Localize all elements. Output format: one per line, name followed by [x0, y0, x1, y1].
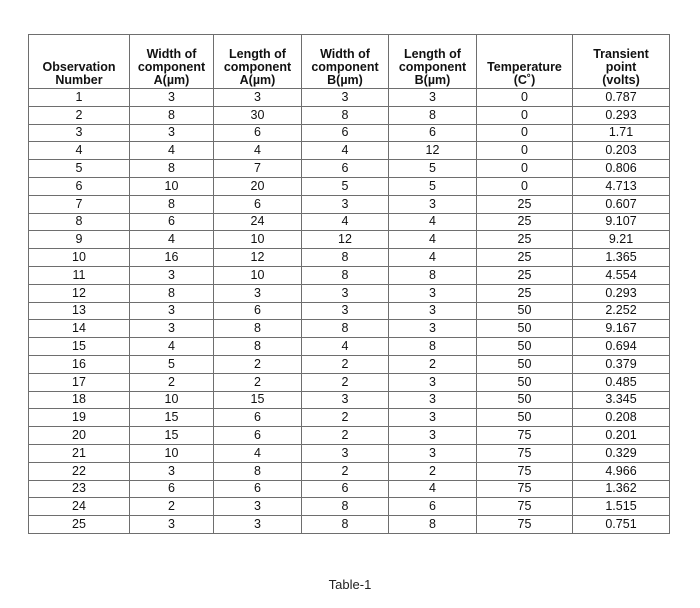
- cell-observation-number: 13: [29, 302, 130, 320]
- cell-length-b: 5: [389, 160, 477, 178]
- table-row: [29, 355, 670, 373]
- table-row: [29, 409, 670, 427]
- cell-width-b: 3: [302, 391, 389, 409]
- cell-length-a: 6: [214, 480, 302, 498]
- cell-width-a: 6: [130, 480, 214, 498]
- cell-length-a: 4: [214, 444, 302, 462]
- cell-length-b: 2: [389, 355, 477, 373]
- cell-length-a: 3: [214, 498, 302, 516]
- cell-width-a: 10: [130, 444, 214, 462]
- cell-observation-number: 10: [29, 249, 130, 267]
- cell-observation-number: 19: [29, 409, 130, 427]
- cell-width-a: 2: [130, 498, 214, 516]
- header-line: B(µm): [414, 73, 451, 87]
- header-line: Length of: [404, 47, 461, 61]
- cell-transient-point: 4.554: [573, 266, 670, 284]
- cell-width-b: 6: [302, 124, 389, 142]
- cell-temperature: 25: [477, 284, 573, 302]
- cell-width-b: 8: [302, 320, 389, 338]
- cell-width-a: 4: [130, 338, 214, 356]
- cell-width-a: 3: [130, 320, 214, 338]
- cell-observation-number: 7: [29, 195, 130, 213]
- cell-width-a: 3: [130, 516, 214, 534]
- cell-transient-point: 2.252: [573, 302, 670, 320]
- cell-transient-point: 0.806: [573, 160, 670, 178]
- cell-length-a: 8: [214, 320, 302, 338]
- cell-length-a: 20: [214, 177, 302, 195]
- cell-temperature: 0: [477, 124, 573, 142]
- cell-temperature: 50: [477, 338, 573, 356]
- header-line: component: [223, 60, 292, 74]
- cell-width-b: 2: [302, 373, 389, 391]
- header-line: Width of: [320, 47, 370, 61]
- cell-transient-point: 9.167: [573, 320, 670, 338]
- cell-width-b: 3: [302, 284, 389, 302]
- header-line: Number: [55, 73, 103, 87]
- cell-length-a: 6: [214, 427, 302, 445]
- cell-temperature: 25: [477, 266, 573, 284]
- table-row: [29, 320, 670, 338]
- cell-width-b: 8: [302, 249, 389, 267]
- cell-length-b: 8: [389, 516, 477, 534]
- cell-temperature: 25: [477, 231, 573, 249]
- cell-observation-number: 12: [29, 284, 130, 302]
- cell-observation-number: 4: [29, 142, 130, 160]
- cell-transient-point: 0.293: [573, 106, 670, 124]
- header-line: Temperature: [487, 60, 562, 74]
- cell-width-b: 8: [302, 266, 389, 284]
- header-transient-point: [573, 35, 670, 89]
- cell-width-b: 8: [302, 498, 389, 516]
- cell-temperature: 50: [477, 320, 573, 338]
- cell-length-a: 2: [214, 355, 302, 373]
- cell-transient-point: 1.71: [573, 124, 670, 142]
- cell-observation-number: 20: [29, 427, 130, 445]
- cell-length-b: 3: [389, 427, 477, 445]
- cell-width-b: 2: [302, 409, 389, 427]
- cell-width-a: 8: [130, 106, 214, 124]
- cell-width-a: 3: [130, 462, 214, 480]
- cell-width-b: 8: [302, 106, 389, 124]
- table-row: [29, 231, 670, 249]
- observation-table-container: [28, 34, 670, 534]
- table-header: [29, 35, 670, 89]
- cell-width-a: 2: [130, 373, 214, 391]
- cell-width-a: 15: [130, 427, 214, 445]
- cell-observation-number: 16: [29, 355, 130, 373]
- cell-length-b: 4: [389, 480, 477, 498]
- header-line: component: [398, 60, 467, 74]
- cell-transient-point: 9.21: [573, 231, 670, 249]
- cell-width-b: 2: [302, 355, 389, 373]
- cell-width-a: 16: [130, 249, 214, 267]
- cell-transient-point: 0.208: [573, 409, 670, 427]
- cell-width-a: 10: [130, 177, 214, 195]
- cell-transient-point: 0.379: [573, 355, 670, 373]
- header-line: A(µm): [153, 73, 190, 87]
- cell-width-b: 2: [302, 427, 389, 445]
- table-row: [29, 249, 670, 267]
- cell-width-a: 4: [130, 142, 214, 160]
- cell-temperature: 50: [477, 409, 573, 427]
- cell-length-b: 3: [389, 320, 477, 338]
- cell-width-b: 8: [302, 516, 389, 534]
- cell-temperature: 25: [477, 213, 573, 231]
- table-row: [29, 444, 670, 462]
- cell-temperature: 0: [477, 89, 573, 107]
- cell-temperature: 0: [477, 106, 573, 124]
- cell-observation-number: 25: [29, 516, 130, 534]
- cell-length-a: 6: [214, 409, 302, 427]
- cell-width-b: 3: [302, 444, 389, 462]
- header-line: Length of: [229, 47, 286, 61]
- cell-length-b: 5: [389, 177, 477, 195]
- table-row: [29, 177, 670, 195]
- cell-width-a: 3: [130, 266, 214, 284]
- cell-transient-point: 0.293: [573, 284, 670, 302]
- cell-width-a: 8: [130, 195, 214, 213]
- header-temperature: [477, 35, 573, 89]
- header-line: (C˚): [513, 73, 536, 87]
- cell-observation-number: 18: [29, 391, 130, 409]
- cell-temperature: 50: [477, 302, 573, 320]
- cell-width-b: 6: [302, 160, 389, 178]
- observation-table: [28, 34, 670, 534]
- cell-transient-point: 0.694: [573, 338, 670, 356]
- table-row: [29, 89, 670, 107]
- cell-width-a: 8: [130, 160, 214, 178]
- cell-temperature: 75: [477, 427, 573, 445]
- header-line: component: [311, 60, 379, 74]
- cell-width-b: 4: [302, 213, 389, 231]
- table-row: [29, 427, 670, 445]
- cell-length-a: 6: [214, 195, 302, 213]
- cell-width-a: 15: [130, 409, 214, 427]
- table-row: [29, 302, 670, 320]
- table-row: [29, 391, 670, 409]
- cell-length-b: 3: [389, 409, 477, 427]
- cell-temperature: 50: [477, 355, 573, 373]
- cell-length-a: 8: [214, 462, 302, 480]
- cell-transient-point: 0.203: [573, 142, 670, 160]
- header-observation-number: [29, 35, 130, 89]
- cell-length-a: 30: [214, 106, 302, 124]
- cell-transient-point: 1.515: [573, 498, 670, 516]
- table-caption: Table-1: [328, 577, 372, 592]
- cell-length-a: 8: [214, 338, 302, 356]
- cell-length-a: 2: [214, 373, 302, 391]
- cell-length-a: 24: [214, 213, 302, 231]
- cell-width-a: 8: [130, 284, 214, 302]
- cell-length-b: 8: [389, 266, 477, 284]
- cell-width-a: 3: [130, 89, 214, 107]
- header-line: component: [137, 60, 206, 74]
- cell-length-a: 10: [214, 231, 302, 249]
- cell-transient-point: 4.713: [573, 177, 670, 195]
- cell-length-a: 10: [214, 266, 302, 284]
- cell-observation-number: 15: [29, 338, 130, 356]
- cell-length-a: 3: [214, 89, 302, 107]
- cell-observation-number: 21: [29, 444, 130, 462]
- cell-observation-number: 11: [29, 266, 130, 284]
- cell-width-b: 3: [302, 89, 389, 107]
- table-row: [29, 213, 670, 231]
- cell-length-b: 3: [389, 391, 477, 409]
- table-row: [29, 106, 670, 124]
- cell-width-b: 6: [302, 480, 389, 498]
- cell-length-a: 3: [214, 516, 302, 534]
- cell-length-a: 6: [214, 302, 302, 320]
- cell-width-b: 3: [302, 302, 389, 320]
- cell-width-b: 4: [302, 338, 389, 356]
- cell-length-b: 6: [389, 124, 477, 142]
- cell-length-b: 3: [389, 284, 477, 302]
- cell-length-a: 7: [214, 160, 302, 178]
- cell-transient-point: 0.329: [573, 444, 670, 462]
- table-row: [29, 142, 670, 160]
- table-row: [29, 195, 670, 213]
- cell-length-a: 15: [214, 391, 302, 409]
- cell-length-b: 4: [389, 249, 477, 267]
- header-line: B(µm): [327, 73, 363, 87]
- cell-length-b: 3: [389, 444, 477, 462]
- header-line: point: [605, 60, 637, 74]
- cell-width-a: 3: [130, 302, 214, 320]
- cell-length-a: 3: [214, 284, 302, 302]
- cell-width-b: 2: [302, 462, 389, 480]
- cell-transient-point: 0.751: [573, 516, 670, 534]
- cell-width-b: 5: [302, 177, 389, 195]
- header-length-component-a: [214, 35, 302, 89]
- cell-transient-point: 3.345: [573, 391, 670, 409]
- cell-observation-number: 6: [29, 177, 130, 195]
- cell-observation-number: 1: [29, 89, 130, 107]
- cell-temperature: 75: [477, 516, 573, 534]
- cell-length-b: 4: [389, 213, 477, 231]
- cell-width-b: 12: [302, 231, 389, 249]
- cell-observation-number: 5: [29, 160, 130, 178]
- table-row: [29, 266, 670, 284]
- cell-width-a: 10: [130, 391, 214, 409]
- cell-length-b: 3: [389, 302, 477, 320]
- cell-temperature: 0: [477, 142, 573, 160]
- header-line: Transient: [593, 47, 649, 61]
- cell-observation-number: 22: [29, 462, 130, 480]
- header-line: Observation: [42, 60, 116, 74]
- table-row: [29, 462, 670, 480]
- cell-observation-number: 23: [29, 480, 130, 498]
- cell-transient-point: 0.485: [573, 373, 670, 391]
- cell-transient-point: 0.201: [573, 427, 670, 445]
- cell-length-b: 2: [389, 462, 477, 480]
- cell-observation-number: 3: [29, 124, 130, 142]
- header-row: [29, 35, 670, 89]
- cell-transient-point: 1.365: [573, 249, 670, 267]
- cell-observation-number: 8: [29, 213, 130, 231]
- cell-length-a: 12: [214, 249, 302, 267]
- cell-width-a: 6: [130, 213, 214, 231]
- cell-length-b: 6: [389, 498, 477, 516]
- header-width-component-a: [130, 35, 214, 89]
- table-row: [29, 124, 670, 142]
- table-row: [29, 338, 670, 356]
- cell-length-a: 6: [214, 124, 302, 142]
- cell-temperature: 50: [477, 373, 573, 391]
- cell-length-b: 4: [389, 231, 477, 249]
- cell-transient-point: 1.362: [573, 480, 670, 498]
- cell-width-b: 3: [302, 195, 389, 213]
- table-row: [29, 516, 670, 534]
- cell-length-b: 12: [389, 142, 477, 160]
- cell-temperature: 75: [477, 462, 573, 480]
- table-body: [29, 89, 670, 534]
- header-line: (volts): [602, 73, 640, 87]
- table-row: [29, 284, 670, 302]
- cell-length-b: 8: [389, 106, 477, 124]
- header-width-component-b: [302, 35, 389, 89]
- header-line: A(µm): [239, 73, 276, 87]
- cell-observation-number: 2: [29, 106, 130, 124]
- header-line: Width of: [146, 47, 197, 61]
- cell-width-a: 4: [130, 231, 214, 249]
- cell-width-a: 5: [130, 355, 214, 373]
- cell-observation-number: 9: [29, 231, 130, 249]
- cell-temperature: 50: [477, 391, 573, 409]
- cell-temperature: 0: [477, 160, 573, 178]
- table-row: [29, 498, 670, 516]
- table-row: [29, 160, 670, 178]
- cell-transient-point: 4.966: [573, 462, 670, 480]
- cell-transient-point: 0.787: [573, 89, 670, 107]
- cell-temperature: 0: [477, 177, 573, 195]
- cell-width-a: 3: [130, 124, 214, 142]
- cell-length-b: 3: [389, 373, 477, 391]
- cell-temperature: 25: [477, 195, 573, 213]
- table-row: [29, 480, 670, 498]
- cell-observation-number: 17: [29, 373, 130, 391]
- cell-observation-number: 14: [29, 320, 130, 338]
- cell-length-a: 4: [214, 142, 302, 160]
- cell-temperature: 25: [477, 249, 573, 267]
- cell-temperature: 75: [477, 444, 573, 462]
- cell-temperature: 75: [477, 480, 573, 498]
- cell-length-b: 8: [389, 338, 477, 356]
- cell-length-b: 3: [389, 89, 477, 107]
- cell-width-b: 4: [302, 142, 389, 160]
- cell-transient-point: 0.607: [573, 195, 670, 213]
- cell-transient-point: 9.107: [573, 213, 670, 231]
- table-row: [29, 373, 670, 391]
- cell-observation-number: 24: [29, 498, 130, 516]
- cell-length-b: 3: [389, 195, 477, 213]
- header-length-component-b: [389, 35, 477, 89]
- cell-temperature: 75: [477, 498, 573, 516]
